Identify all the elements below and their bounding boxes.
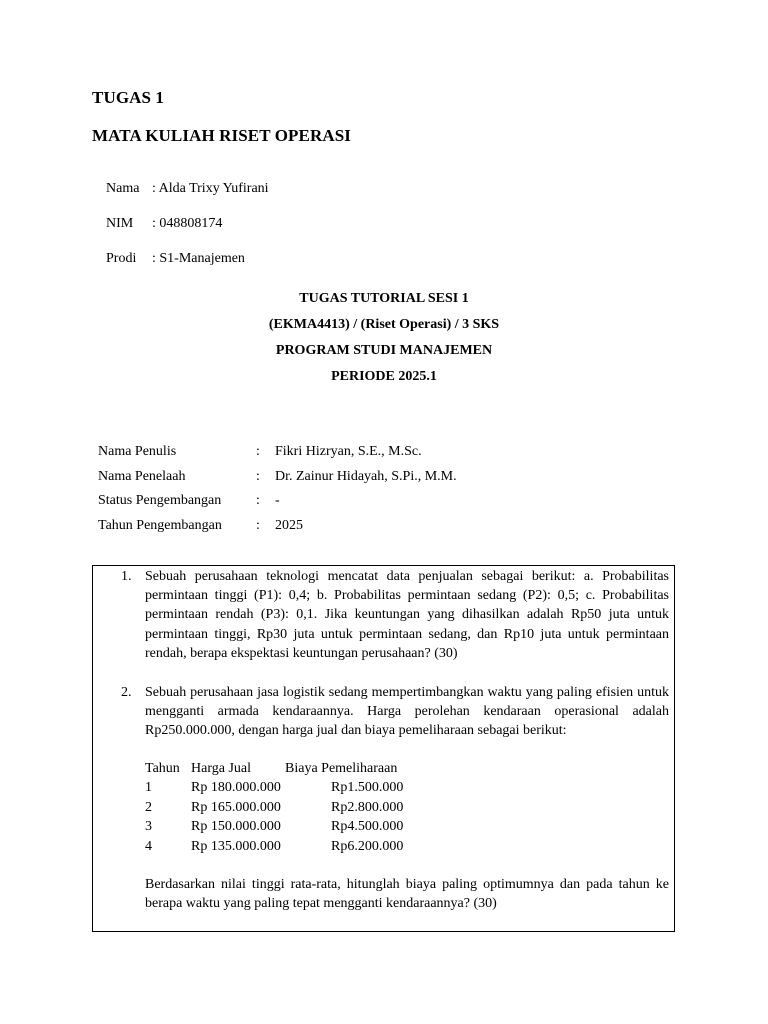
metadata-row	[98, 489, 457, 514]
metadata-key: Nama Penelaah	[98, 468, 186, 484]
student-name-label: Nama	[106, 181, 140, 196]
metadata-value: -	[275, 493, 280, 508]
student-nim-value: : 048808174	[152, 216, 223, 231]
cover-line-2: (EKMA4413) / (Riset Operasi) / 3 SKS	[268, 317, 500, 332]
table-cell-harga-jual: Rp 165.000.000	[191, 799, 281, 815]
question-2-text: Sebuah perusahaan jasa logistik sedang mempertimbangkan waktu yang paling efisien untuk mengganti armada kendaraannya. Harga perolehan kendaraan operasional adalah Rp250.000.000, dengan harga jual dan biaya pemeliharaan sebagai berikut:	[145, 685, 669, 739]
cover-line-3: PROGRAM STUDI MANAJEMEN	[275, 343, 493, 358]
metadata-colon: :	[256, 444, 260, 459]
table-cell-biaya: Rp2.800.000	[331, 799, 404, 815]
student-name-value: : Alda Trixy Yufirani	[152, 181, 269, 196]
question-1-number: 1.	[121, 569, 132, 584]
table-cell-biaya: Rp1.500.000	[331, 780, 404, 796]
student-nim-label: NIM	[106, 216, 134, 231]
cover-line-1: TUGAS TUTORIAL SESI 1	[299, 291, 469, 306]
task-questions-box	[92, 565, 675, 932]
table-cell-harga-jual: Rp 150.000.000	[191, 819, 281, 835]
table-cell-tahun: 3	[145, 819, 152, 835]
metadata-key: Status Pengembangan	[98, 493, 222, 508]
table-cell-biaya: Rp6.200.000	[331, 838, 404, 854]
question-1-text: Sebuah perusahaan teknologi mencatat data penjualan sebagai berikut: a. Probabilitas permintaan tinggi (P1): 0,4; b. Probabilitas permintaan sedang (P2): 0,5; c. Probabilitas permintaan rendah (P3): 0,1. Jika keuntungan yang dihasilkan adalah Rp50 juta untuk permintaan tinggi, Rp30 juta untuk permintaan sedang, dan Rp10 juta untuk permintaan rendah, berapa ekspektasi keuntungan perusahaan? (30)	[145, 569, 669, 661]
student-prodi-label: Prodi	[106, 251, 137, 266]
metadata-row	[98, 514, 457, 539]
table-cell-harga-jual: Rp 180.000.000	[191, 780, 281, 796]
table-cell-tahun: 4	[145, 838, 152, 854]
metadata-row	[98, 465, 457, 490]
table-cell-tahun: 2	[145, 799, 152, 815]
table-cell-biaya: Rp4.500.000	[331, 819, 404, 835]
student-prodi-value: : S1-Manajemen	[152, 251, 245, 266]
metadata-row	[98, 440, 457, 465]
document-title: TUGAS 1	[92, 88, 165, 107]
course-title: MATA KULIAH RISET OPERASI	[92, 126, 351, 145]
metadata-value: Dr. Zainur Hidayah, S.Pi., M.M.	[275, 468, 457, 484]
metadata-value: Fikri Hizryan, S.E., M.Sc.	[275, 444, 422, 459]
metadata-table	[98, 440, 457, 538]
student-prodi-row	[92, 235, 245, 283]
metadata-value: 2025	[275, 517, 303, 533]
table-cell-tahun: 1	[145, 780, 152, 796]
metadata-colon: :	[256, 468, 260, 484]
table-cell-harga-jual: Rp 135.000.000	[191, 838, 281, 854]
metadata-colon: :	[256, 493, 260, 508]
metadata-key: Tahun Pengembangan	[98, 517, 222, 533]
question-2-number: 2.	[121, 685, 132, 700]
table-header-biaya: Biaya Pemeliharaan	[285, 761, 398, 776]
question-2-closing: Berdasarkan nilai tinggi rata-rata, hitunglah biaya paling optimumnya dan pada tahun ke berapa waktu yang paling tepat mengganti kendaraannya? (30)	[145, 877, 669, 912]
metadata-colon: :	[256, 517, 260, 533]
table-header-harga-jual: Harga Jual	[191, 761, 251, 776]
metadata-key: Nama Penulis	[98, 444, 177, 459]
cover-heading	[0, 286, 768, 390]
cover-line-4: PERIODE 2025.1	[331, 369, 437, 384]
table-header-tahun: Tahun	[145, 761, 180, 776]
